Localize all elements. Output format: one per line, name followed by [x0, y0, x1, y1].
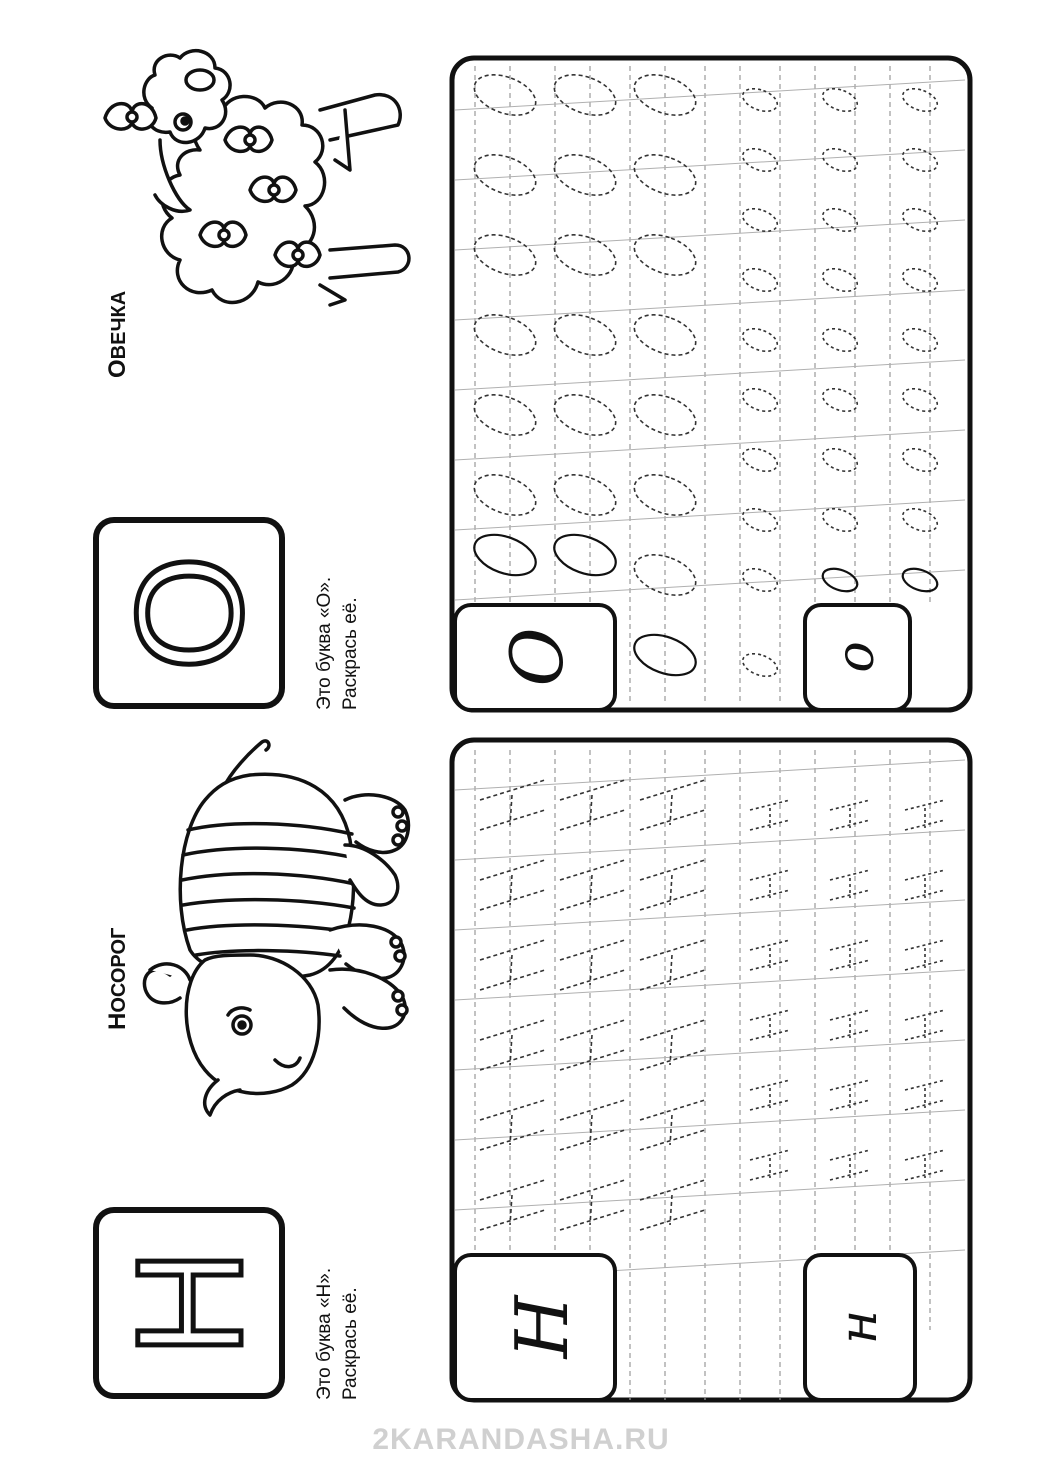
sample-lowercase-n-tile — [805, 1255, 915, 1400]
word-ovechka — [104, 291, 131, 378]
sample-lowercase-n: н — [829, 1309, 889, 1345]
sample-lowercase-o: о — [826, 641, 886, 673]
caption-letter-n — [314, 1268, 361, 1400]
bow-5 — [275, 242, 320, 266]
rhinoceros-drawing[interactable] — [144, 741, 408, 1115]
caption-o-line2: Раскрась её. — [340, 597, 361, 710]
big-letter-n[interactable]: Н — [105, 1248, 273, 1358]
caption-n-line1: Это буква «Н». — [314, 1267, 335, 1400]
big-letter-o-tile[interactable] — [96, 520, 282, 706]
caption-letter-o — [314, 577, 361, 710]
sample-uppercase-o-tile — [455, 605, 615, 710]
sheep-drawing[interactable] — [105, 51, 409, 305]
bow-3 — [250, 177, 296, 201]
writing-panel-n[interactable] — [452, 740, 970, 1400]
bow-2 — [225, 127, 272, 151]
big-letter-n-tile[interactable] — [96, 1210, 282, 1396]
word-ovechka-rest: ВЕЧКА — [108, 290, 130, 360]
word-nosorog — [104, 928, 131, 1030]
svg-text:НОСОРОГ — [104, 928, 131, 1030]
caption-n-line2: Раскрась её. — [340, 1287, 361, 1400]
site-watermark: 2KARANDASHA.RU — [372, 1423, 670, 1456]
svg-text:ОВЕЧКА — [104, 291, 131, 378]
bow-4 — [200, 222, 246, 246]
sample-uppercase-n: Н — [500, 1295, 584, 1359]
word-nosorog-first-letter: Н — [104, 1012, 131, 1030]
bow-1 — [105, 104, 156, 129]
word-ovechka-first-letter: О — [104, 359, 131, 378]
sample-lowercase-o-tile — [805, 605, 910, 710]
writing-panel-o[interactable] — [452, 58, 970, 710]
sample-uppercase-n-tile — [455, 1255, 615, 1400]
sample-uppercase-o: О — [495, 627, 579, 687]
caption-o-line1: Это буква «О». — [314, 576, 335, 710]
word-nosorog-rest: ОСОРОГ — [108, 927, 130, 1013]
big-letter-o[interactable]: О — [105, 554, 273, 672]
